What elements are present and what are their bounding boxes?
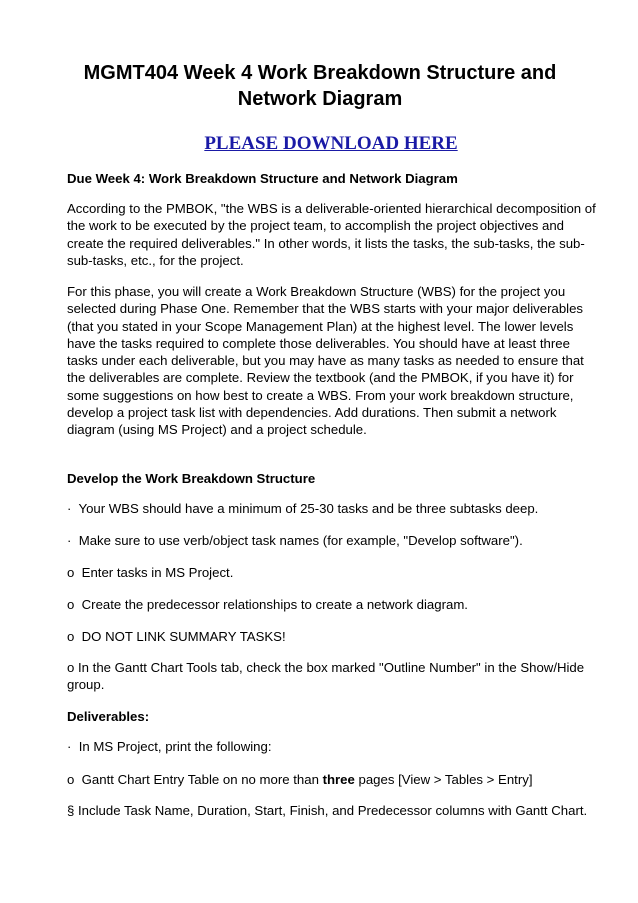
develop-heading: Develop the Work Breakdown Structure (67, 471, 316, 486)
gantt-prefix: o Gantt Chart Entry Table on no more than (67, 772, 323, 787)
download-link[interactable]: PLEASE DOWNLOAD HERE (204, 133, 458, 154)
title-line-2: Network Diagram (237, 88, 403, 110)
bullet-wbs-minimum: · Your WBS should have a minimum of 25-30 tasks and be three subtasks deep. (67, 501, 539, 516)
bullet-verb-object: · Make sure to use verb/object task names (for example, "Develop software"). (67, 533, 523, 548)
paragraph-phase-instructions: For this phase, you will create a Work Breakdown Structure (WBS) for the project you selected during Phase One. Remember that the WBS starts with your major deliverables (that you stated in your Scope Management Plan) at the highest level. The lower levels have the tasks required to complete those deliverables. You should have at least three tasks under each deliverable, but you may have as many tasks as needed to ensure that the deliverables are complete. Review the textbook (and the PMBOK, if you have it) for some suggestions on how best to create a WBS. From your work breakdown structure, develop a project task list with dependencies. Add durations. Then submit a network diagram (using MS Project) and a project schedule. (67, 284, 584, 438)
section-item-columns: § Include Task Name, Duration, Start, Finish, and Predecessor columns with Gantt Chart. (67, 803, 588, 818)
sub-item-outline-number: o In the Gantt Chart Tools tab, check the box marked "Outline Number" in the Show/Hide group. (67, 660, 585, 693)
due-heading: Due Week 4: Work Breakdown Structure and Network Diagram (67, 171, 458, 186)
sub-item-no-link-summary: o DO NOT LINK SUMMARY TASKS! (67, 629, 286, 644)
title-line-1: MGMT404 Week 4 Work Breakdown Structure and (83, 62, 557, 84)
gantt-suffix: pages [View > Tables > Entry] (354, 772, 533, 787)
gantt-bold: three (322, 772, 355, 787)
sub-item-gantt-entry-table (67, 771, 597, 788)
deliverables-heading: Deliverables: (67, 709, 150, 724)
sub-item-predecessor: o Create the predecessor relationships to create a network diagram. (67, 597, 468, 612)
document-title (40, 60, 600, 112)
sub-item-enter-tasks: o Enter tasks in MS Project. (67, 565, 234, 580)
paragraph-wbs-definition: According to the PMBOK, "the WBS is a deliverable-oriented hierarchical decomposition of the work to be executed by the project team, to accomplish the project objectives and create the required deliverables." In other words, it lists the tasks, the sub-tasks, the sub-sub-tasks, etc., for the project. (67, 201, 596, 268)
bullet-print: · In MS Project, print the following: (67, 739, 272, 754)
